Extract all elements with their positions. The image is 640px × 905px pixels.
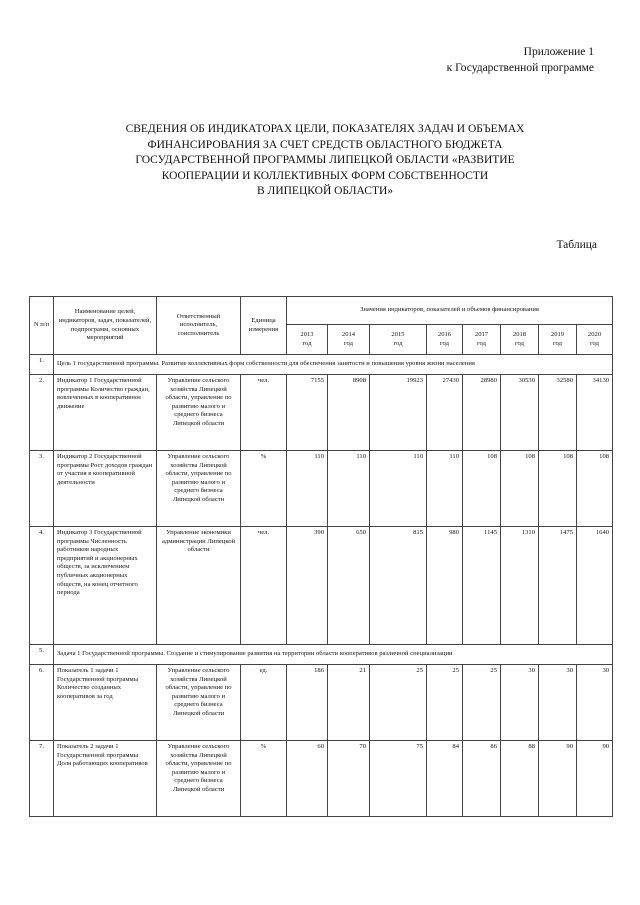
value-cell: 30: [501, 665, 539, 741]
row-num: 6.: [30, 665, 54, 741]
indicator-name: Показатель 2 задачи 1 Государственной программы Доля работающих кооперативов: [54, 741, 157, 817]
value-cell: 90: [577, 741, 613, 817]
section-heading: Цель 1 государственной программы. Развитие коллективных форм собственности для обеспечения занятости и повышения уровня жизни населения: [54, 355, 613, 375]
header-year: 2013 год: [287, 325, 328, 355]
unit: чел.: [241, 375, 287, 451]
value-cell: 1475: [539, 527, 577, 645]
value-cell: 8908: [328, 375, 370, 451]
value-cell: 60: [287, 741, 328, 817]
row-num: 1.: [30, 355, 54, 375]
table-header: [30, 297, 613, 355]
value-cell: 25: [370, 665, 427, 741]
table-row: [30, 665, 613, 741]
value-cell: 25: [427, 665, 463, 741]
value-cell: 108: [577, 451, 613, 527]
value-cell: 75: [370, 741, 427, 817]
value-cell: 19923: [370, 375, 427, 451]
executor: Управление сельского хозяйства Липецкой области, управление по развитию малого и среднего бизнеса Липецкой области: [157, 451, 241, 527]
document-title: [60, 122, 590, 200]
value-cell: 110: [328, 451, 370, 527]
row-num: 4.: [30, 527, 54, 645]
header-executor: Ответственный исполнитель, соисполнитель: [157, 297, 241, 355]
executor: Управление сельского хозяйства Липецкой области, управление по развитию малого и среднего бизнеса Липецкой области: [157, 665, 241, 741]
table-row: [30, 527, 613, 645]
executor: Управление экономики администрации Липецкой области: [157, 527, 241, 645]
value-cell: 88: [501, 741, 539, 817]
title-line-3: ГОСУДАРСТВЕННОЙ ПРОГРАММЫ ЛИПЕЦКОЙ ОБЛАСТИ «РАЗВИТИЕ: [135, 154, 515, 166]
title-line-4: КООПЕРАЦИИ И КОЛЛЕКТИВНЫХ ФОРМ СОБСТВЕННОСТИ: [161, 169, 489, 182]
title-line-5: В ЛИПЕЦКОЙ ОБЛАСТИ»: [256, 185, 394, 197]
value-cell: 110: [370, 451, 427, 527]
unit: %: [241, 741, 287, 817]
value-cell: 1310: [501, 527, 539, 645]
indicator-name: Индикатор 1 Государственной программы Количество граждан, вовлеченных в кооперативное движение: [54, 375, 157, 451]
row-num: 3.: [30, 451, 54, 527]
value-cell: 27430: [427, 375, 463, 451]
value-cell: 32580: [539, 375, 577, 451]
value-cell: 108: [463, 451, 501, 527]
value-cell: 815: [370, 527, 427, 645]
appendix-line-2: к Государственной программе: [446, 62, 594, 74]
row-num: 7.: [30, 741, 54, 817]
value-cell: 28980: [463, 375, 501, 451]
title-line-2: ФИНАНСИРОВАНИЯ ЗА СЧЕТ СРЕДСТВ ОБЛАСТНОГО БЮДЖЕТА: [147, 138, 503, 151]
header-name: Наименование целей, индикаторов, задач, показателей, подпрограмм, основных мероприятий: [54, 297, 157, 355]
row-num: 2.: [30, 375, 54, 451]
indicators-table: [29, 296, 613, 817]
value-cell: 108: [539, 451, 577, 527]
indicator-name: Индикатор 2 Государственной программы Рост доходов граждан от участия в кооперативной деятельности: [54, 451, 157, 527]
value-cell: 7155: [287, 375, 328, 451]
appendix-line-1: Приложение 1: [523, 46, 594, 58]
executor: Управление сельского хозяйства Липецкой области, управление по развитию малого и среднего бизнеса Липецкой области: [157, 741, 241, 817]
header-year: 2017 год: [463, 325, 501, 355]
table-row: [30, 645, 613, 665]
value-cell: 108: [501, 451, 539, 527]
value-cell: 1640: [577, 527, 613, 645]
value-cell: 21: [328, 665, 370, 741]
indicator-name: Показатель 1 задачи 1 Государственной программы Количество созданных кооперативов за год: [54, 665, 157, 741]
value-cell: 30: [577, 665, 613, 741]
value-cell: 390: [287, 527, 328, 645]
header-year: 2016 год: [427, 325, 463, 355]
unit: ед.: [241, 665, 287, 741]
unit: %: [241, 451, 287, 527]
header-values: Значения индикаторов, показателей и объемов финансирования: [287, 297, 613, 325]
value-cell: 25: [463, 665, 501, 741]
value-cell: 90: [539, 741, 577, 817]
value-cell: 186: [287, 665, 328, 741]
header-unit: Единица измерения: [241, 297, 287, 355]
value-cell: 110: [287, 451, 328, 527]
header-year: 2020 год: [577, 325, 613, 355]
value-cell: 84: [427, 741, 463, 817]
table-row: [30, 375, 613, 451]
table-row: [30, 355, 613, 375]
appendix-note: [447, 44, 594, 76]
value-cell: 1145: [463, 527, 501, 645]
section-heading: Задача 1 Государственной программы. Создание и стимулирование развития на территории области кооперативов различной специализации: [54, 645, 613, 665]
indicator-name: Индикатор 3 Государственной программы Численность работников народных предприятий и акционерных обществ, за исключением публичных акционерных обществ, на конец отчетного периода: [54, 527, 157, 645]
header-year: 2015 год: [370, 325, 427, 355]
header-num: N п/п: [30, 297, 54, 355]
value-cell: 30530: [501, 375, 539, 451]
table-row: [30, 451, 613, 527]
value-cell: 34130: [577, 375, 613, 451]
table-row: [30, 741, 613, 817]
unit: чел.: [241, 527, 287, 645]
table-body: [30, 355, 613, 817]
value-cell: 650: [328, 527, 370, 645]
row-num: 5.: [30, 645, 54, 665]
value-cell: 30: [539, 665, 577, 741]
value-cell: 70: [328, 741, 370, 817]
header-year: 2018 год: [501, 325, 539, 355]
table-label: Таблица: [556, 239, 597, 251]
value-cell: 86: [463, 741, 501, 817]
value-cell: 110: [427, 451, 463, 527]
executor: Управление сельского хозяйства Липецкой области, управление по развитию малого и среднего бизнеса Липецкой области: [157, 375, 241, 451]
header-year: 2019 год: [539, 325, 577, 355]
title-line-1: СВЕДЕНИЯ ОБ ИНДИКАТОРАХ ЦЕЛИ, ПОКАЗАТЕЛЯХ ЗАДАЧ И ОБЪЕМАХ: [125, 123, 525, 135]
header-year: 2014 год: [328, 325, 370, 355]
value-cell: 980: [427, 527, 463, 645]
